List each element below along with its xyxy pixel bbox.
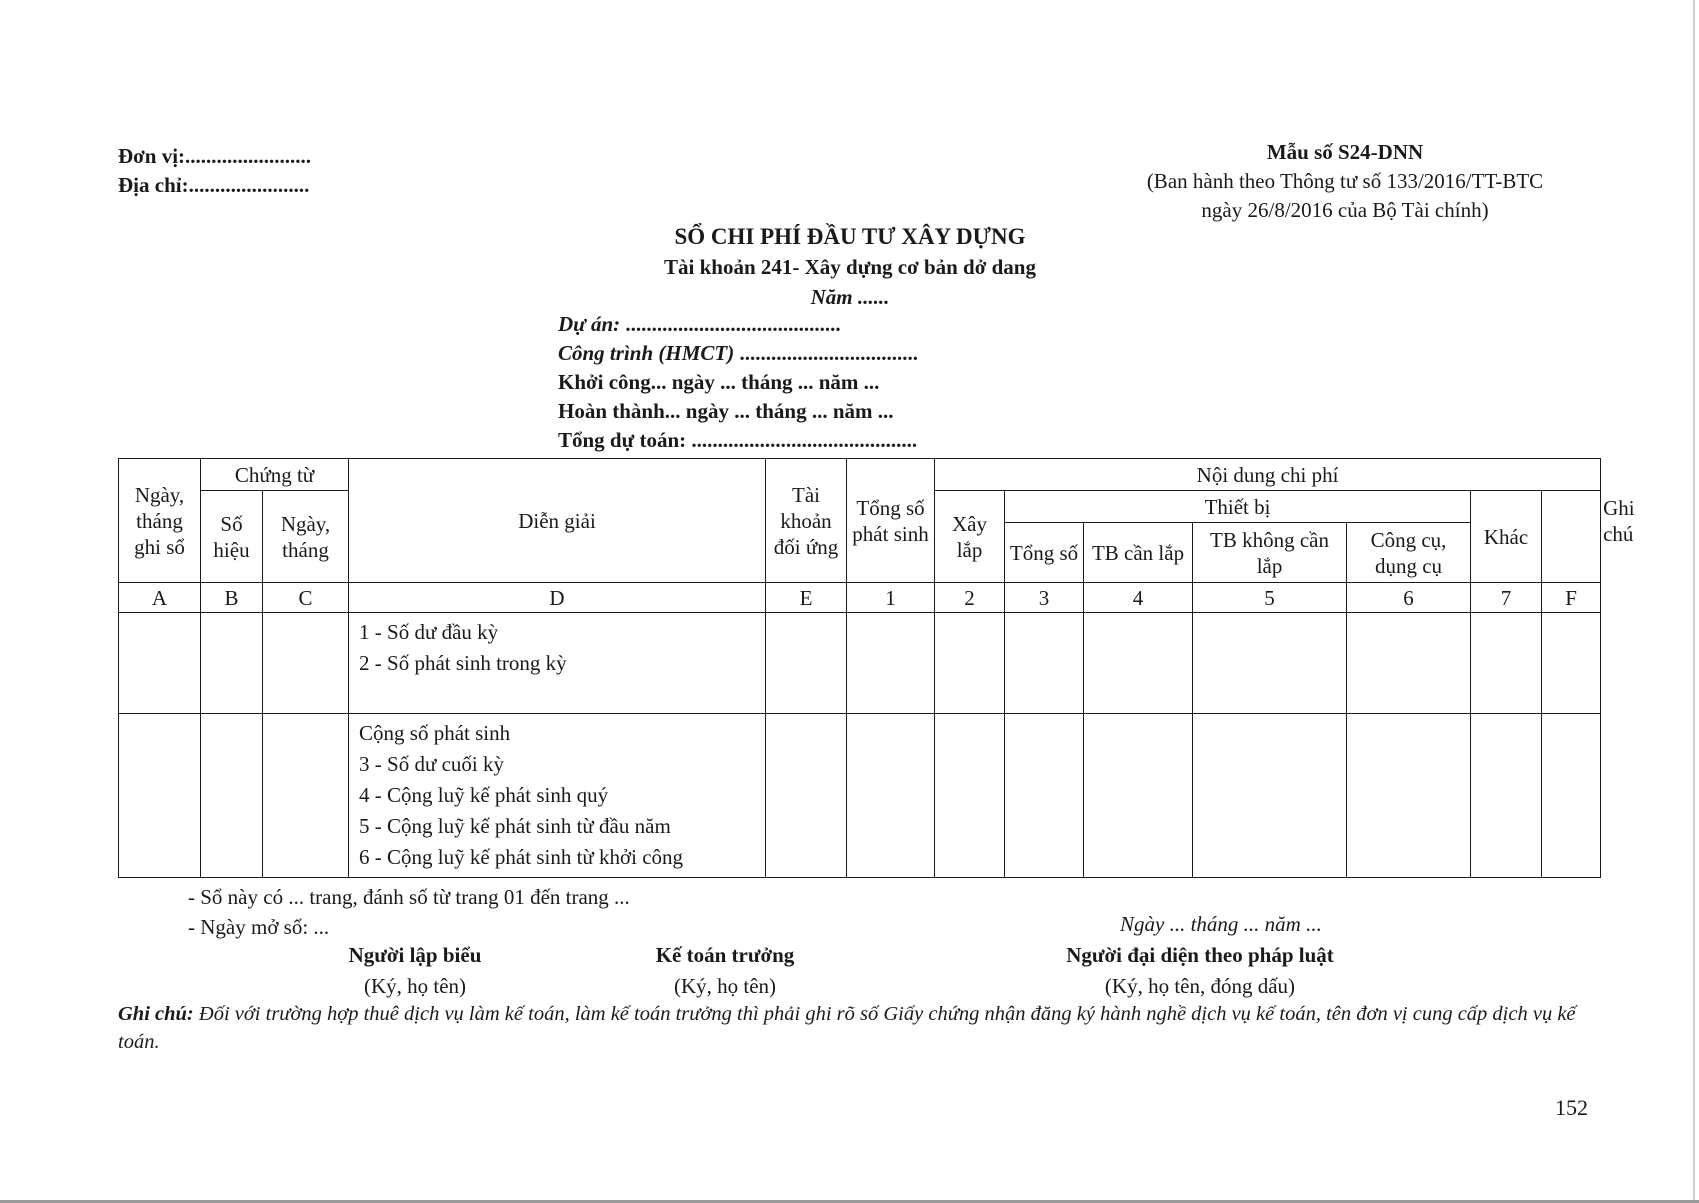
issued-line-1: (Ban hành theo Thông tư số 133/2016/TT-BTC bbox=[1146, 169, 1544, 193]
col-cong-cu-dung-cu: Công cụ, dụng cụ bbox=[1347, 523, 1471, 583]
page-title: SỔ CHI PHÍ ĐẦU TƯ XÂY DỰNG bbox=[674, 224, 1026, 249]
pages-note: - Sổ này có ... trang, đánh số từ trang 01 đến trang ... bbox=[188, 885, 630, 909]
list-item: 6 - Cộng luỹ kế phát sinh từ khởi công bbox=[359, 845, 684, 869]
col-tong-so: Tổng số bbox=[1005, 523, 1084, 583]
list-item: 4 - Cộng luỹ kế phát sinh quý bbox=[359, 783, 609, 807]
col-ngay-thang: Ngày, tháng bbox=[263, 491, 349, 583]
col-tb-khong-can-lap: TB không cần lắp bbox=[1193, 523, 1347, 583]
col-tai-khoan-doi-ung: Tài khoản đối ứng bbox=[766, 459, 847, 583]
signature-legal-representative bbox=[1010, 940, 1390, 1002]
signature-chief-accountant bbox=[600, 940, 850, 1002]
list-item: 1 - Số dư đầu kỳ bbox=[359, 620, 499, 644]
notes-block bbox=[188, 882, 630, 942]
code-a: A bbox=[119, 583, 201, 613]
cong-trinh-label: Công trình (HMCT) bbox=[558, 341, 735, 365]
cong-trinh-dots: .................................. bbox=[734, 341, 918, 365]
col-ngay-thang-ghi-so: Ngày, tháng ghi sổ bbox=[119, 459, 201, 583]
address-field: Địa chỉ:....................... bbox=[118, 173, 310, 197]
code-d: D bbox=[349, 583, 766, 613]
col-khac: Khác bbox=[1471, 491, 1542, 583]
sign-date-line: Ngày ... tháng ... năm ... bbox=[1120, 912, 1322, 936]
list-item: 5 - Cộng luỹ kế phát sinh từ đầu năm bbox=[359, 814, 671, 838]
col-chung-tu: Chứng từ bbox=[201, 459, 349, 491]
col-xay-lap: Xây lắp bbox=[935, 491, 1005, 583]
col-dien-giai: Diễn giải bbox=[349, 459, 766, 583]
account-subtitle: Tài khoản 241- Xây dựng cơ bản dở dang bbox=[664, 255, 1036, 279]
code-6: 6 bbox=[1347, 583, 1471, 613]
issued-line-2: ngày 26/8/2016 của Bộ Tài chính) bbox=[1201, 198, 1489, 222]
cong-trinh-line bbox=[558, 339, 918, 368]
year-line: Năm ...... bbox=[810, 285, 890, 309]
list-item: 3 - Số dư cuối kỳ bbox=[359, 752, 504, 776]
signature-role: Người lập biểu bbox=[348, 943, 482, 967]
signature-instruction: (Ký, họ tên) bbox=[673, 974, 777, 998]
code-1: 1 bbox=[847, 583, 935, 613]
col-thiet-bi: Thiết bị bbox=[1005, 491, 1471, 523]
khoi-cong-line: Khởi công... ngày ... tháng ... năm ... bbox=[558, 370, 880, 394]
code-e: E bbox=[766, 583, 847, 613]
signature-instruction: (Ký, họ tên) bbox=[363, 974, 467, 998]
col-tong-so-phat-sinh: Tổng số phát sinh bbox=[847, 459, 935, 583]
row-opening-lines bbox=[349, 613, 766, 714]
scan-edge-line bbox=[1693, 0, 1695, 1203]
code-4: 4 bbox=[1084, 583, 1193, 613]
list-item: Cộng số phát sinh bbox=[359, 721, 511, 745]
du-an-line bbox=[558, 310, 918, 339]
code-7: 7 bbox=[1471, 583, 1542, 613]
tong-du-toan-line: Tổng dự toán: ........................................... bbox=[558, 428, 918, 452]
signature-preparer bbox=[290, 940, 540, 1002]
column-code-row bbox=[119, 583, 1601, 613]
row-summary-lines bbox=[349, 714, 766, 878]
open-date-note: - Ngày mở sổ: ... bbox=[188, 915, 330, 939]
unit-field: Đơn vị:........................ bbox=[118, 144, 312, 168]
list-item: 2 - Số phát sinh trong kỳ bbox=[359, 651, 567, 675]
code-f: F bbox=[1542, 583, 1601, 613]
du-an-dots: ......................................... bbox=[620, 312, 841, 336]
form-code-block bbox=[1090, 138, 1600, 225]
footnote-label: Ghi chú: bbox=[118, 1003, 194, 1025]
code-5: 5 bbox=[1193, 583, 1347, 613]
col-noi-dung-chi-phi: Nội dung chi phí bbox=[935, 459, 1601, 491]
form-code: Mẫu số S24-DNN bbox=[1266, 140, 1424, 164]
col-so-hieu: Số hiệu bbox=[201, 491, 263, 583]
footnote-text: Đối với trường hợp thuê dịch vụ làm kế toán, làm kế toán trưởng thì phải ghi rõ số Giấy chứng nhận đăng ký hành nghề dịch vụ kế toán, tên đơn vị cung cấp dịch vụ kế toán. bbox=[118, 1003, 1576, 1053]
table-row bbox=[119, 613, 1601, 714]
title-block bbox=[560, 222, 1140, 312]
signature-role: Kế toán trưởng bbox=[655, 943, 795, 967]
code-3: 3 bbox=[1005, 583, 1084, 613]
du-an-label: Dự án: bbox=[558, 312, 621, 336]
hoan-thanh-line: Hoàn thành... ngày ... tháng ... năm ... bbox=[558, 399, 894, 423]
project-info bbox=[558, 310, 918, 455]
ledger-table: Ngày, tháng ghi sổ Chứng từ Diễn giải Tài khoản đối ứng Tổng số phát sinh Nội dung chi phí Ghi chú Số hiệu Ngày, tháng Xây lắp Thiết bị Khác Tổng số TB cần lắp TB không cần lắp Công cụ, dụng cụ A B C D E 1 2 3 4 5 6 7 F 1 - Số dư đầu kỳ 2 - Số phát sinh trong kỳ Cộng số phát sinh 3 - Số dư cuối kỳ 4 - Cộng luỹ kế phát sinh quý 5 - Cộng luỹ kế phát sinh từ đầu năm 6 - Cộng luỹ kế phát sinh từ khởi công bbox=[118, 458, 1601, 878]
code-2: 2 bbox=[935, 583, 1005, 613]
code-c: C bbox=[263, 583, 349, 613]
table-row bbox=[119, 714, 1601, 878]
signature-role: Người đại diện theo pháp luật bbox=[1066, 943, 1334, 967]
footnote bbox=[118, 1000, 1600, 1056]
col-tb-can-lap: TB cần lắp bbox=[1084, 523, 1193, 583]
signature-instruction: (Ký, họ tên, đóng dấu) bbox=[1104, 974, 1296, 998]
page-number: 152 bbox=[1555, 1095, 1588, 1120]
unit-header bbox=[118, 142, 311, 200]
code-b: B bbox=[201, 583, 263, 613]
